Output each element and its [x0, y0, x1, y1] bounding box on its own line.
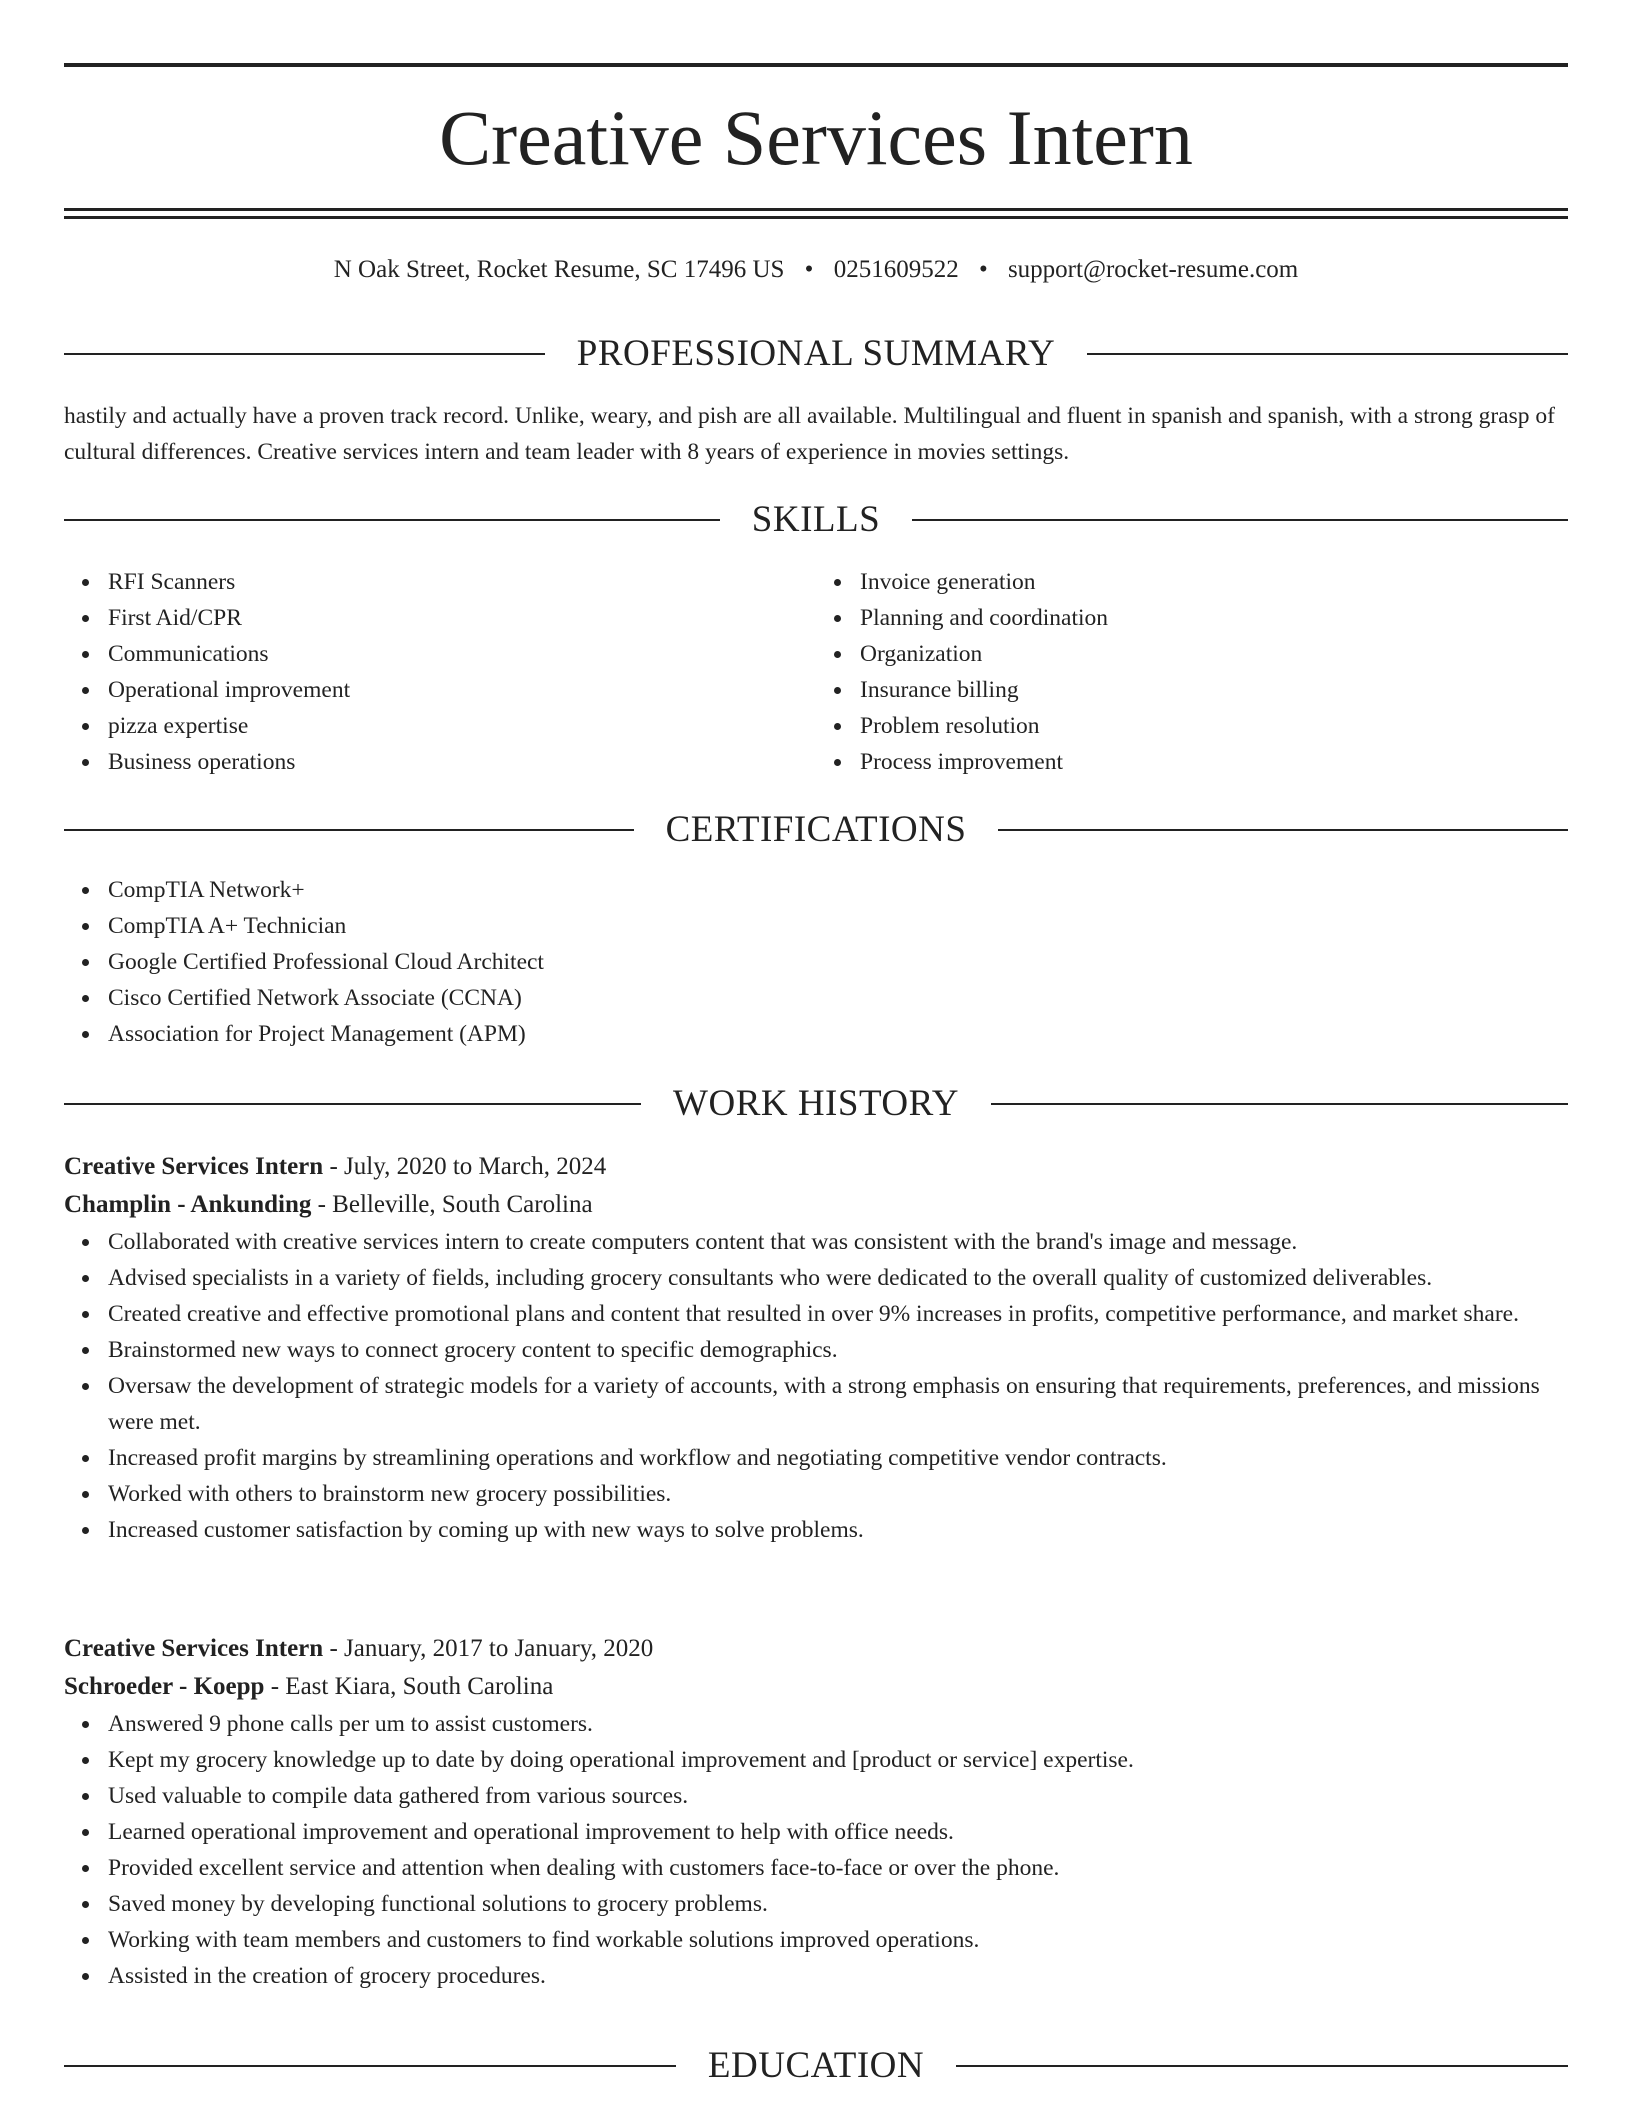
duty-item: Collaborated with creative services intern to create computers content that was consistent with the brand's image and message. — [108, 1224, 1568, 1260]
job-title: Creative Services Intern — [64, 1153, 324, 1180]
contact-line — [0, 252, 1632, 288]
section-title: SKILLS — [751, 499, 881, 540]
duty-item: Oversaw the development of strategic models for a variety of accounts, with a strong emphasis on ensuring that requirements, preferences, and missions were met. — [108, 1368, 1568, 1440]
section-rule — [956, 2065, 1568, 2067]
duty-item: Working with team members and customers to find workable solutions improved operations. — [108, 1922, 1568, 1958]
candidate-name: Creative Services Intern — [439, 94, 1193, 181]
skill-item: Business operations — [108, 744, 816, 780]
section-rule — [912, 519, 1568, 521]
job-duties — [64, 1706, 1568, 1994]
duty-item: Provided excellent service and attention when dealing with customers face-to-face or over the phone. — [108, 1850, 1568, 1886]
contact-separator: • — [978, 256, 988, 283]
job-title-line — [64, 1148, 1568, 1186]
certification-item: CompTIA A+ Technician — [108, 908, 1568, 944]
duty-item: Worked with others to brainstorm new grocery possibilities. — [108, 1476, 1568, 1512]
contact-phone: 0251609522 — [833, 256, 959, 283]
section-rule — [64, 1103, 641, 1105]
skill-item: Invoice generation — [860, 564, 1568, 600]
header-bottom-rule — [64, 208, 1568, 211]
duty-item: Advised specialists in a variety of fields, including grocery consultants who were dedicated to the overall quality of customized deliverables. — [108, 1260, 1568, 1296]
skill-item: Organization — [860, 636, 1568, 672]
job-entry — [64, 1148, 1568, 1548]
certification-item: Cisco Certified Network Associate (CCNA) — [108, 980, 1568, 1016]
section-rule — [64, 353, 545, 355]
section-title: CERTIFICATIONS — [665, 809, 967, 850]
job-duties — [64, 1224, 1568, 1548]
duty-item: Increased profit margins by streamlining operations and workflow and negotiating competitive vendor contracts. — [108, 1440, 1568, 1476]
contact-separator: • — [804, 256, 814, 283]
duty-item: Learned operational improvement and operational improvement to help with office needs. — [108, 1814, 1568, 1850]
section-title: PROFESSIONAL SUMMARY — [576, 333, 1056, 374]
education-heading — [64, 2044, 1568, 2088]
skills-column-left — [64, 564, 816, 780]
duty-item: Increased customer satisfaction by coming up with new ways to solve problems. — [108, 1512, 1568, 1548]
skills-column-right — [816, 564, 1568, 780]
section-rule — [64, 829, 634, 831]
summary-text: hastily and actually have a proven track record. Unlike, weary, and pish are all available. Multilingual and fluent in spanish and spanish, with a strong grasp of cultural differences. Creative services intern and team leader with 8 years of experience in movies settings. — [64, 403, 1555, 465]
summary-block — [64, 398, 1568, 470]
section-rule — [1087, 353, 1568, 355]
job-location: - East Kiara, South Carolina — [264, 1673, 554, 1700]
certification-item: CompTIA Network+ — [108, 872, 1568, 908]
skill-item: pizza expertise — [108, 708, 816, 744]
certification-item: Association for Project Management (APM) — [108, 1016, 1568, 1052]
job-dates: - July, 2020 to March, 2024 — [323, 1153, 607, 1180]
job-company-line — [64, 1668, 1568, 1706]
certification-item: Google Certified Professional Cloud Architect — [108, 944, 1568, 980]
duty-item: Created creative and effective promotional plans and content that resulted in over 9% increases in profits, competitive performance, and market share. — [108, 1296, 1568, 1332]
contact-address: N Oak Street, Rocket Resume, SC 17496 US — [333, 256, 785, 283]
skill-item: Communications — [108, 636, 816, 672]
duty-item: Used valuable to compile data gathered from various sources. — [108, 1778, 1568, 1814]
skill-item: First Aid/CPR — [108, 600, 816, 636]
header-top-rule — [64, 63, 1568, 67]
job-company-line — [64, 1186, 1568, 1224]
header-bottom-rule-inner — [64, 216, 1568, 219]
duty-item: Assisted in the creation of grocery procedures. — [108, 1958, 1568, 1994]
job-company: Champlin - Ankunding — [64, 1191, 312, 1218]
skills-heading — [64, 498, 1568, 542]
section-rule — [991, 1103, 1568, 1105]
section-rule — [64, 2065, 676, 2067]
job-title-line — [64, 1630, 1568, 1668]
skill-item: Operational improvement — [108, 672, 816, 708]
skill-item: Problem resolution — [860, 708, 1568, 744]
job-title: Creative Services Intern — [64, 1635, 324, 1662]
skill-item: Planning and coordination — [860, 600, 1568, 636]
duty-item: Saved money by developing functional solutions to grocery problems. — [108, 1886, 1568, 1922]
skills-list — [64, 564, 1568, 780]
duty-item: Kept my grocery knowledge up to date by doing operational improvement and [product or service] expertise. — [108, 1742, 1568, 1778]
section-rule — [998, 829, 1568, 831]
certifications-heading — [64, 808, 1568, 852]
job-company: Schroeder - Koepp — [64, 1673, 265, 1700]
section-rule — [64, 519, 720, 521]
certifications-list — [64, 872, 1568, 1052]
section-title: EDUCATION — [707, 2045, 925, 2086]
skill-item: Process improvement — [860, 744, 1568, 780]
section-title: WORK HISTORY — [673, 1083, 959, 1124]
duty-item: Answered 9 phone calls per um to assist customers. — [108, 1706, 1568, 1742]
skill-item: Insurance billing — [860, 672, 1568, 708]
job-entry — [64, 1630, 1568, 1994]
contact-email: support@rocket-resume.com — [1007, 256, 1299, 283]
job-location: - Belleville, South Carolina — [311, 1191, 593, 1218]
duty-item: Brainstormed new ways to connect grocery content to specific demographics. — [108, 1332, 1568, 1368]
summary-heading — [64, 332, 1568, 376]
work-history-heading — [64, 1082, 1568, 1126]
skill-item: RFI Scanners — [108, 564, 816, 600]
job-dates: - January, 2017 to January, 2020 — [323, 1635, 654, 1662]
